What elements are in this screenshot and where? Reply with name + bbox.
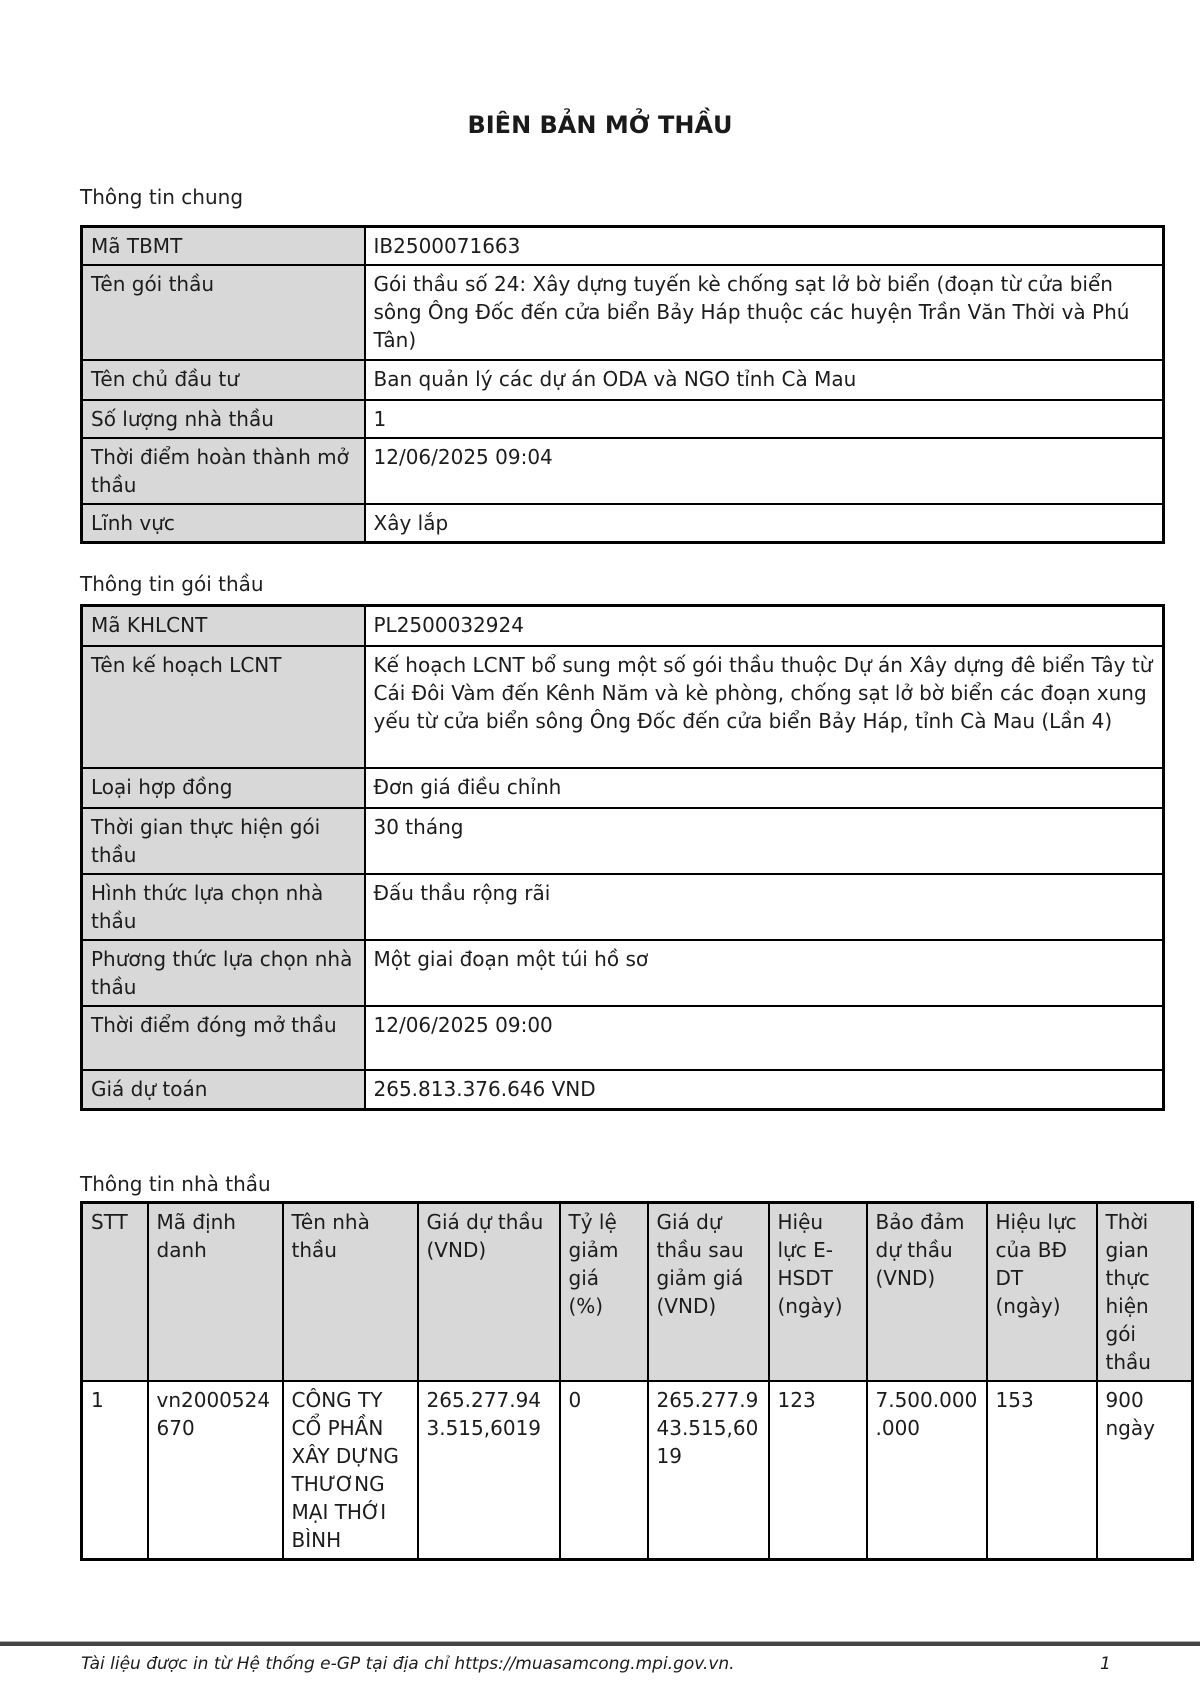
footer-note: Tài liệu được in từ Hệ thống e-GP tại địa chỉ https://muasamcong.mpi.gov.vn.: [81, 1654, 735, 1674]
row-so-luong-nha-thau: [82, 400, 1164, 438]
general-info-table: [80, 225, 1165, 544]
field-value: 265.813.376.646 VND: [365, 1070, 1164, 1110]
cell-bao-dam-du-thau: 7.500.000.000: [867, 1381, 987, 1560]
col-header-hieu-luc-ehsdt: Hiệu lực E-HSDT (ngày): [769, 1203, 867, 1382]
field-value: Đấu thầu rộng rãi: [365, 874, 1164, 940]
cell-hieu-luc-ehsdt: 123: [769, 1381, 867, 1560]
field-value: PL2500032924: [365, 606, 1164, 646]
col-header-thoi-gian-thuc-hien: Thời gian thực hiện gói thầu: [1097, 1203, 1193, 1382]
field-label: Mã KHLCNT: [82, 606, 365, 646]
cell-ty-le-giam-gia: 0: [560, 1381, 648, 1560]
field-value: 12/06/2025 09:00: [365, 1006, 1164, 1070]
col-header-bao-dam-du-thau: Bảo đảm dự thầu (VND): [867, 1203, 987, 1382]
row-thoi-gian-thuc-hien: [82, 808, 1164, 874]
col-header-ty-le-giam-gia: Tỷ lệ giảm giá (%): [560, 1203, 648, 1382]
row-ma-khlcnt: [82, 606, 1164, 646]
contractor-row: [82, 1381, 1193, 1560]
cell-hieu-luc-bddt: 153: [987, 1381, 1097, 1560]
field-label: Thời điểm hoàn thành mở thầu: [82, 438, 365, 504]
field-value: Kế hoạch LCNT bổ sung một số gói thầu thuộc Dự án Xây dựng đê biển Tây từ Cái Đôi Vàm đến Kênh Năm và kè phòng, chống sạt lở bờ biển các đoạn xung yếu từ cửa biển sông Ông Đốc đến cửa biển Bảy Háp, tỉnh Cà Mau (Lần 4): [365, 646, 1164, 768]
field-value: IB2500071663: [365, 227, 1164, 266]
field-label: Phương thức lựa chọn nhà thầu: [82, 940, 365, 1006]
contractors-table: [80, 1201, 1194, 1561]
col-header-ma-dinh-danh: Mã định danh: [148, 1203, 283, 1382]
field-label: Tên kế hoạch LCNT: [82, 646, 365, 768]
row-ma-tbmt: [82, 227, 1164, 266]
row-ten-ke-hoach-lcnt: [82, 646, 1164, 768]
row-thoi-diem-hoan-thanh: [82, 438, 1164, 504]
cell-ten-nha-thau: CÔNG TY CỔ PHẦN XÂY DỰNG THƯƠNG MẠI THỚI BÌNH: [283, 1381, 418, 1560]
field-label: Loại hợp đồng: [82, 768, 365, 808]
field-label: Hình thức lựa chọn nhà thầu: [82, 874, 365, 940]
row-thoi-diem-dong-mo-thau: [82, 1006, 1164, 1070]
field-value: Đơn giá điều chỉnh: [365, 768, 1164, 808]
cell-gia-du-thau: 265.277.943.515,6019: [418, 1381, 560, 1560]
field-value: Gói thầu số 24: Xây dựng tuyến kè chống sạt lở bờ biển (đoạn từ cửa biển sông Ông Đốc đến cửa biển Bảy Háp thuộc các huyện Trần Văn Thời và Phú Tân): [365, 265, 1164, 360]
field-label: Mã TBMT: [82, 227, 365, 266]
cell-thoi-gian-thuc-hien: 900 ngày: [1097, 1381, 1193, 1560]
field-value: 1: [365, 400, 1164, 438]
field-label: Thời điểm đóng mở thầu: [82, 1006, 365, 1070]
field-label: Giá dự toán: [82, 1070, 365, 1110]
footer-divider: [0, 1641, 1200, 1646]
section-heading-contractors: Thông tin nhà thầu: [80, 1172, 271, 1196]
cell-gia-sau-giam-gia: 265.277.943.515,6019: [648, 1381, 769, 1560]
cell-stt: 1: [82, 1381, 148, 1560]
row-ten-chu-dau-tu: [82, 360, 1164, 400]
section-heading-package: Thông tin gói thầu: [80, 572, 264, 596]
field-label: Tên gói thầu: [82, 265, 365, 360]
contractors-header-row: [82, 1203, 1193, 1382]
row-ten-goi-thau: [82, 265, 1164, 360]
field-value: Xây lắp: [365, 504, 1164, 543]
section-heading-general: Thông tin chung: [80, 185, 244, 209]
col-header-hieu-luc-bddt: Hiệu lực của BĐ DT (ngày): [987, 1203, 1097, 1382]
field-value: 12/06/2025 09:04: [365, 438, 1164, 504]
field-label: Tên chủ đầu tư: [82, 360, 365, 400]
row-linh-vuc: [82, 504, 1164, 543]
row-loai-hop-dong: [82, 768, 1164, 808]
col-header-gia-sau-giam-gia: Giá dự thầu sau giảm giá (VND): [648, 1203, 769, 1382]
row-gia-du-toan: [82, 1070, 1164, 1110]
row-phuong-thuc-lua-chon: [82, 940, 1164, 1006]
col-header-ten-nha-thau: Tên nhà thầu: [283, 1203, 418, 1382]
col-header-stt: STT: [82, 1203, 148, 1382]
field-label: Lĩnh vực: [82, 504, 365, 543]
package-info-table: [80, 604, 1165, 1111]
field-value: 30 tháng: [365, 808, 1164, 874]
field-value: Ban quản lý các dự án ODA và NGO tỉnh Cà Mau: [365, 360, 1164, 400]
footer-page-number: 1: [1100, 1654, 1111, 1674]
field-label: Số lượng nhà thầu: [82, 400, 365, 438]
field-label: Thời gian thực hiện gói thầu: [82, 808, 365, 874]
row-hinh-thuc-lua-chon: [82, 874, 1164, 940]
field-value: Một giai đoạn một túi hồ sơ: [365, 940, 1164, 1006]
page-footer: [0, 1641, 1200, 1674]
col-header-gia-du-thau: Giá dự thầu (VND): [418, 1203, 560, 1382]
cell-ma-dinh-danh: vn2000524670: [148, 1381, 283, 1560]
page-title: BIÊN BẢN MỞ THẦU: [467, 111, 733, 139]
